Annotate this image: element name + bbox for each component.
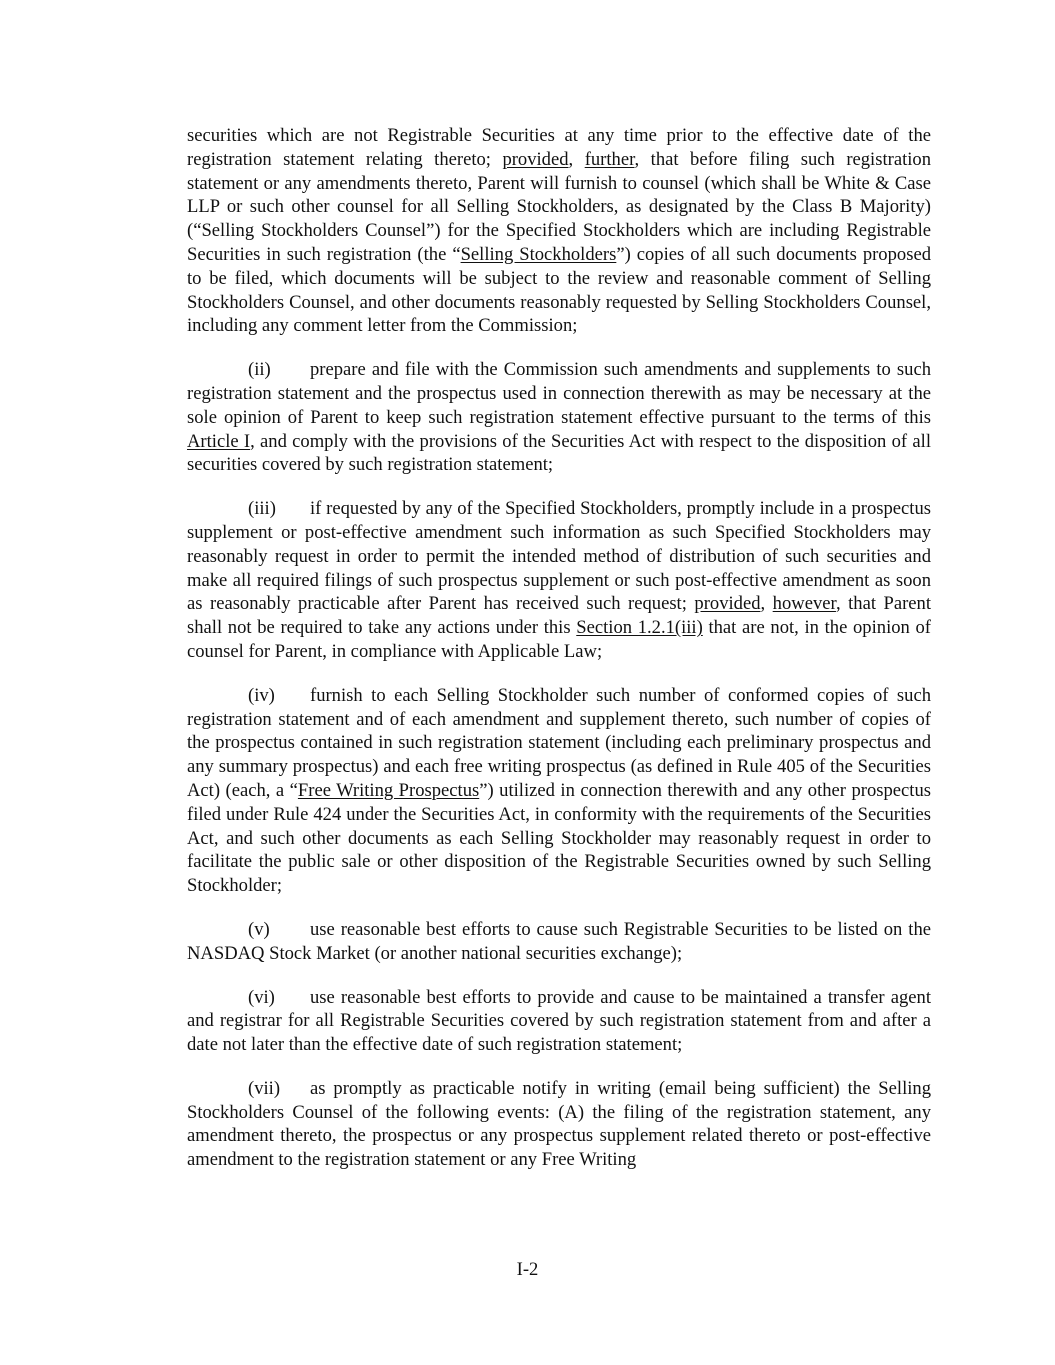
document-body <box>187 124 931 1192</box>
text-run: ”) utilized in connection therewith and any other prospectus filed under Rule 424 under the Securities Act, in conformity with the requirements of the Securities Act, and such other documents as each Selling Stockholder may reasonably request in order to facilitate the public sale or other disposition of the Registrable Securities owned by such Selling Stockholder; <box>187 779 931 897</box>
text-run: ”) copies of all such documents proposed to be filed, which documents will be subject to the review and reasonable comment of Selling Stockholders Counsel, and other documents reasonably requested by Selling Stockholders Counsel, including any comment letter from the Commission; <box>187 243 931 337</box>
page-number: I-2 <box>516 1259 539 1280</box>
text-run: as promptly as practicable notify in writing (email being sufficient) the Selling Stockholders Counsel of the following events: (A) the filing of the registration statement, any amendment thereto, the prospectus or any prospectus supplement related thereto or post-effective amendment to the registration statement or any Free Writing <box>187 1077 931 1171</box>
item-number: (vii) <box>248 1077 281 1099</box>
paragraph-item-vi <box>187 986 931 1057</box>
paragraph-item-iii <box>187 497 931 664</box>
item-number: (iv) <box>248 684 275 706</box>
text-run: , <box>760 593 773 615</box>
item-number: (ii) <box>248 359 271 381</box>
text-run: securities which are not Registrable Securities at any time prior to the effective date of the registration statement relating thereto; <box>187 125 931 170</box>
item-number: (vi) <box>248 986 275 1008</box>
paragraph-item-vii <box>187 1077 931 1172</box>
paragraph-continuation <box>187 124 931 338</box>
text-run: , and comply with the provisions of the Securities Act with respect to the disposition of all securities covered by such registration statement; <box>187 430 931 476</box>
text-run: furnish to each Selling Stockholder such number of conformed copies of such registration statement and of each amendment and supplement thereto, such number of copies of the prospectus contained in such registration statement (including each preliminary prospectus and any summary prospectus) and each free writing prospectus (as defined in Rule 405 of the Securities Act) (each, a “ <box>187 684 931 801</box>
underlined-term: provided <box>694 593 761 615</box>
paragraph-item-v <box>187 918 931 966</box>
text-run: use reasonable best efforts to provide and cause to be maintained a transfer agent and registrar for all Registrable Securities covered by such registration statement from and after a date not later than the effective date of such registration statement; <box>187 986 931 1056</box>
text-run: that are not, in the opinion of counsel for Parent, in compliance with Applicable Law; <box>187 617 931 662</box>
text-run: , that Parent shall not be required to take any actions under this <box>187 593 931 639</box>
item-number: (iii) <box>248 498 276 520</box>
underlined-term: Section 1.2.1(iii) <box>576 617 703 639</box>
text-run: , <box>568 148 585 170</box>
text-run: , that before filing such registration statement or any amendments thereto, Parent will furnish to counsel (which shall be White & Case LLP or such other counsel for all Selling Stockholders, as designated by the Class B Majority) (“Selling Stockholders Counsel”) for the Specified Stockholders which are including Registrable Securities in such registration (the “ <box>187 148 931 265</box>
text-run: prepare and file with the Commission such amendments and supplements to such registration statement and the prospectus used in connection therewith as may be necessary at the sole opinion of Parent to keep such registration statement effective pursuant to the terms of this <box>187 359 931 428</box>
underlined-term: Free Writing Prospectus <box>297 779 480 801</box>
text-run: if requested by any of the Specified Stockholders, promptly include in a prospectus supplement or post-effective amendment such information as such Specified Stockholders may reasonably request in order to permit the intended method of distribution of such securities and make all required filings of such prospectus supplement or such post-effective amendment as soon as reasonably practicable after Parent has received such request; <box>187 498 931 615</box>
underlined-term: provided <box>502 148 569 170</box>
paragraph-item-ii <box>187 358 931 477</box>
underlined-term: however <box>772 593 836 615</box>
underlined-term: Selling Stockholders <box>460 243 617 265</box>
text-run: use reasonable best efforts to cause such Registrable Securities to be listed on the NASDAQ Stock Market (or another national securities exchange); <box>187 918 931 964</box>
underlined-term: further <box>584 148 635 170</box>
paragraph-item-iv <box>187 684 931 898</box>
item-number: (v) <box>248 918 270 940</box>
underlined-term: Article I <box>187 430 251 452</box>
